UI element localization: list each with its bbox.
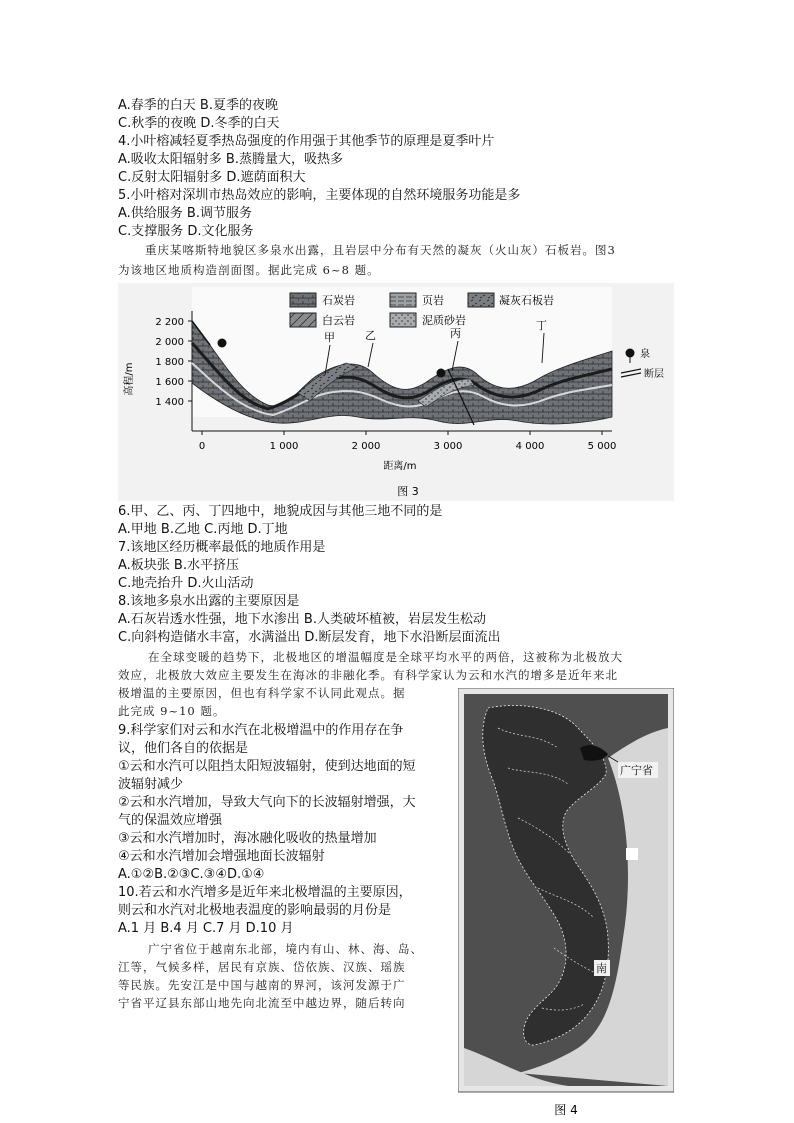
passage-line: 在全球变暖的趋势下，北极地区的增温幅度是全球平均水平的两倍，这被称为北极放大 xyxy=(148,650,623,664)
legend-swatch-muddy-sandstone xyxy=(390,313,416,327)
figure-caption: 图 3 xyxy=(397,485,419,498)
statement-line: 波辐射减少 xyxy=(118,777,184,792)
passage-line: 重庆某喀斯特地貌区多泉水出露，且岩层中分布有天然的凝灰（火山灰）石板岩。图3 xyxy=(145,243,616,257)
legend-swatch-limestone xyxy=(290,293,316,307)
option-line: C.向斜构造储水丰富，水满溢出 D.断层发育，地下水沿断层面流出 xyxy=(118,630,501,645)
x-tick-label: 4 000 xyxy=(515,441,545,452)
x-tick-label: 3 000 xyxy=(433,441,463,452)
x-tick-label: 1 000 xyxy=(269,441,299,452)
side-legend-label: 断层 xyxy=(644,369,664,380)
option-line: C.秋季的夜晚 D.冬季的白天 xyxy=(118,116,280,131)
legend-label: 泥质砂岩 xyxy=(422,314,466,327)
statement-line: ①云和水汽可以阻挡太阳短波辐射，使到达地面的短 xyxy=(118,759,416,774)
legend-label: 白云岩 xyxy=(322,314,355,327)
option-line: A.1 月 B.4 月 C.7 月 D.10 月 xyxy=(118,921,294,936)
option-line: A.石灰岩透水性强，地下水渗出 B.人类破坏植被，岩层发生松动 xyxy=(118,612,486,627)
y-tick-label: 1 600 xyxy=(155,377,184,388)
statement-line: ④云和水汽增加会增强地面长波辐射 xyxy=(118,849,325,864)
spring-icon xyxy=(218,339,227,348)
question-line: 则云和水汽对北极地表温度的影响最弱的月份是 xyxy=(118,903,392,918)
vietnam-map-figure xyxy=(458,688,674,1120)
passage-line: 广宁省位于越南东北部，境内有山、林、海、岛、 xyxy=(148,942,423,956)
option-line: A.供给服务 B.调节服务 xyxy=(118,206,252,221)
place-label-bing: 丙 xyxy=(450,327,461,340)
place-label-yi: 乙 xyxy=(365,329,376,342)
geologic-cross-section-figure xyxy=(118,283,674,501)
option-line: C.反射太阳辐射多 D.遮荫面积大 xyxy=(118,170,306,185)
question-7: 7.该地区经历概率最低的地质作用是 xyxy=(118,540,326,555)
legend-swatch-dolomite xyxy=(290,313,316,327)
legend-label: 凝灰石板岩 xyxy=(499,294,554,307)
x-tick-label: 5 000 xyxy=(587,441,617,452)
y-tick-label: 2 200 xyxy=(155,317,184,328)
spring-icon xyxy=(626,349,635,358)
statement-line: ③云和水汽增加时，海冰融化吸收的热量增加 xyxy=(118,831,377,846)
option-line: C.地壳抬升 D.火山活动 xyxy=(118,576,254,591)
passage-line: 宁省平辽县东部山地先向北流至中越边界，随后转向 xyxy=(118,996,406,1010)
question-8: 8.该地多泉水出露的主要原因是 xyxy=(118,594,300,609)
spring-icon xyxy=(437,369,446,378)
passage-line: 此完成 9~10 题。 xyxy=(118,704,226,718)
passage-line: 为该地区地质构造剖面图。据此完成 6~8 题。 xyxy=(118,263,380,277)
x-tick-label: 0 xyxy=(198,441,206,452)
x-tick-label: 2 000 xyxy=(351,441,381,452)
question-4: 4.小叶榕减轻夏季热岛强度的作用强于其他季节的原理是夏季叶片 xyxy=(118,134,495,149)
option-line: A.吸收太阳辐射多 B.蒸腾量大，吸热多 xyxy=(118,152,343,167)
province-label: 广宁省 xyxy=(620,764,653,777)
passage-line: 等民族。先安江是中国与越南的界河，该河发源于广 xyxy=(118,978,406,992)
option-line: A.甲地 B.乙地 C.丙地 D.丁地 xyxy=(118,522,288,537)
option-line: C.支撑服务 D.文化服务 xyxy=(118,224,254,239)
map-label: 南 xyxy=(596,962,607,975)
passage-line: 江等，气候多样，居民有京族、岱依族、汉族、瑶族 xyxy=(118,960,406,974)
question-9: 9.科学家们对云和水汽在北极增温中的作用存在争 xyxy=(118,723,404,738)
passage-line: 极增温的主要原因，但也有科学家不认同此观点。据 xyxy=(118,686,406,700)
question-line: 议，他们各自的依据是 xyxy=(118,741,249,756)
y-tick-label: 2 000 xyxy=(155,337,184,348)
legend-label: 石炭岩 xyxy=(322,294,355,307)
y-tick-label: 1 400 xyxy=(155,397,184,408)
legend-swatch-shale xyxy=(390,293,416,307)
place-label-ding: 丁 xyxy=(536,319,547,332)
statement-line: 气的保温效应增强 xyxy=(118,813,223,828)
y-axis-label: 高程/m xyxy=(124,362,135,396)
option-line: A.春季的白天 B.夏季的夜晚 xyxy=(118,98,278,113)
question-5: 5.小叶榕对深圳市热岛效应的影响，主要体现的自然环境服务功能是多 xyxy=(118,188,521,203)
question-10: 10.若云和水汽增多是近年来北极增温的主要原因， xyxy=(118,885,412,900)
side-legend-label: 泉 xyxy=(640,349,650,360)
passage-line: 效应，北极放大效应主要发生在海冰的非融化季。有科学家认为云和水汽的增多是近年来北 xyxy=(118,668,618,682)
option-line: A.板块张 B.水平挤压 xyxy=(118,558,239,573)
question-6: 6.甲、乙、丙、丁四地中，地貌成因与其他三地不同的是 xyxy=(118,504,443,519)
legend-swatch-tuff-slate xyxy=(468,293,494,307)
figure-caption: 图 4 xyxy=(554,1103,578,1117)
x-axis-label: 距离/m xyxy=(383,461,417,472)
y-tick-label: 1 800 xyxy=(155,357,184,368)
legend-label: 页岩 xyxy=(422,294,444,307)
option-line: A.①②B.②③C.③④D.①④ xyxy=(118,867,265,882)
statement-line: ②云和水汽增加，导致大气向下的长波辐射增强，大 xyxy=(118,795,416,810)
place-label-jia: 甲 xyxy=(324,331,335,344)
